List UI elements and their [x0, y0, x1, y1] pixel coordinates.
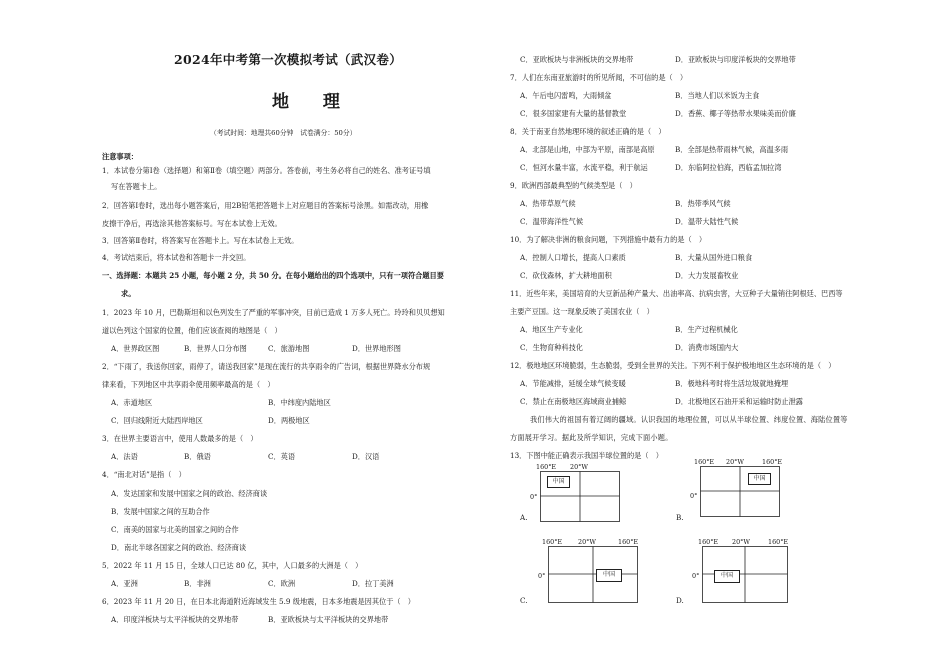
q1-option-d[interactable]: D．世界地形图: [352, 344, 401, 353]
q9-option-a[interactable]: A．热带草原气候: [520, 199, 576, 208]
question-11-cont: 主要产豆国。这一现象反映了美国农业（ ）: [510, 307, 654, 316]
question-3: 3．在世界主要语言中，使用人数最多的是（ ）: [102, 434, 258, 443]
question-2: 2．“下雨了，我送你回家，雨停了，请送我回家”是现在流行的共享雨伞的广告词，根据世界降水分布规: [102, 362, 431, 371]
q1-option-a[interactable]: A．世界政区图: [111, 344, 160, 353]
latitude-label: 0°: [690, 492, 698, 500]
longitude-label: 160°E: [618, 538, 639, 546]
longitude-label: 160°E: [698, 538, 719, 546]
longitude-label: 160°E: [762, 458, 783, 466]
latitude-label: 0°: [538, 572, 546, 580]
q11-option-c[interactable]: C．生物育种科技化: [520, 343, 584, 352]
question-2-cont: 律来看，下列地区中共享雨伞使用频率最高的是（ ）: [102, 380, 275, 389]
option-label-a: A.: [520, 513, 528, 522]
question-1-cont: 道以色列这个国家的位置，他们应该查阅的地图是（ ）: [102, 326, 282, 335]
question-6: 6．2023 年 11 月 20 日，在日本北海道附近海域发生 5.9 级地震，日本多地震是因其位于（ ）: [102, 597, 415, 606]
q10-option-a[interactable]: A．控制人口增长，提高人口素质: [520, 253, 626, 262]
passage-intro-cont: 方面展开学习。据此及所学知识，完成下面小题。: [510, 433, 673, 442]
q2-option-c[interactable]: C．回归线附近大陆西岸地区: [111, 416, 203, 425]
section-heading: 一、选择题：本题共 25 小题，每小题 2 分，共 50 分。在每小题给出的四个选项中，只有一项符合题目要: [102, 271, 444, 280]
q8-option-b[interactable]: B．全部是热带雨林气候，高温多雨: [675, 145, 789, 154]
question-7: 7．人们在东南亚旅游时的所见所闻，不可信的是（ ）: [510, 73, 688, 82]
subject-title: 地 理: [272, 92, 354, 112]
q2-option-d[interactable]: D．两极地区: [268, 416, 310, 425]
q12-option-b[interactable]: B．极地科考时将生活垃圾就地掩埋: [675, 379, 789, 388]
longitude-label: 20°W: [726, 458, 744, 466]
q3-option-c[interactable]: C．英语: [268, 452, 296, 461]
question-13: 13．下图中能正确表示我国半球位置的是（ ）: [510, 451, 663, 460]
q9-option-c[interactable]: C．温带海洋性气候: [520, 217, 584, 226]
q9-option-d[interactable]: D．温带大陆性气候: [675, 217, 739, 226]
option-label-b: B.: [676, 513, 684, 522]
question-4: 4．“南北对话”是指（ ）: [102, 470, 186, 479]
q2-option-a[interactable]: A．赤道地区: [111, 398, 153, 407]
q12-option-d[interactable]: D．北极地区石油开采和运输时防止泄露: [675, 397, 803, 406]
q2-option-b[interactable]: B．中纬度内陆地区: [268, 398, 331, 407]
china-marker: 中国: [714, 570, 740, 583]
longitude-label: 20°W: [578, 538, 596, 546]
section-heading-cont: 求。: [121, 289, 136, 298]
q4-option-d[interactable]: D．南北半球各国家之间的政治、经济商谈: [111, 543, 247, 552]
longitude-label: 160°E: [768, 538, 789, 546]
q12-option-a[interactable]: A．节能减排，延缓全球气候变暖: [520, 379, 626, 388]
q11-option-d[interactable]: D．消费市场国内大: [675, 343, 739, 352]
q3-option-d[interactable]: D．汉语: [352, 452, 380, 461]
passage-intro: 我们伟大的祖国有着辽阔的疆域。认识我国的地理位置，可以从半球位置、纬度位置、海陆位置等: [530, 415, 848, 424]
note-line: 2．回答第Ⅰ卷时，选出每小题答案后，用2B铅笔把答题卡上对应题目的答案标号涂黑。如需改动，用橡: [102, 201, 429, 210]
latitude-label: 0°: [692, 572, 700, 580]
q4-option-a[interactable]: A．发达国家和发展中国家之间的政治、经济商谈: [111, 489, 268, 498]
q4-option-c[interactable]: C．南美的国家与北美的国家之间的合作: [111, 525, 239, 534]
q6-option-a[interactable]: A．印度洋板块与太平洋板块的交界地带: [111, 615, 239, 624]
longitude-label: 160°E: [536, 463, 557, 471]
q6-option-b[interactable]: B．亚欧板块与太平洋板块的交界地带: [268, 615, 389, 624]
q8-option-c[interactable]: C．恒河水量丰富，水流平稳，利于航运: [520, 163, 648, 172]
exam-title: 2024年中考第一次模拟考试（武汉卷）: [174, 52, 402, 67]
note-line: 4．考试结束后，将本试卷和答题卡一并交回。: [102, 253, 251, 262]
q7-option-d[interactable]: D．香蕉、椰子等热带水果味美而价廉: [675, 109, 796, 118]
question-10: 10．为了解决非洲的粮食问题，下列措施中最有力的是（ ）: [510, 235, 707, 244]
question-11: 11．近些年来，美国培育的大豆新品种产量大、出油率高、抗病虫害，大豆种子大量销往阿根廷、巴西等: [510, 289, 843, 298]
question-1: 1．2023 年 10 月，巴勒斯坦和以色列发生了严重的军事冲突，目前已造成 1 万多人死亡。玲玲和贝贝想知: [102, 308, 445, 317]
q6-option-d[interactable]: D．亚欧板块与印度洋板块的交界地带: [675, 55, 796, 64]
q11-option-a[interactable]: A．地区生产专业化: [520, 325, 583, 334]
q10-option-d[interactable]: D．大力发展畜牧业: [675, 271, 739, 280]
q6-option-c[interactable]: C．亚欧板块与非洲板块的交界地带: [520, 55, 634, 64]
q1-option-c[interactable]: C．旅游地图: [268, 344, 310, 353]
option-label-d: D.: [676, 596, 684, 605]
q5-option-a[interactable]: A．亚洲: [111, 579, 138, 588]
china-marker: 中国: [547, 476, 570, 488]
question-9: 9．欧洲西部最典型的气候类型是（ ）: [510, 181, 637, 190]
q5-option-d[interactable]: D．拉丁美洲: [352, 579, 394, 588]
q12-option-c[interactable]: C．禁止在南极地区海域商业捕鲸: [520, 397, 627, 406]
longitude-label: 20°W: [570, 463, 588, 471]
q5-option-b[interactable]: B．非洲: [184, 579, 211, 588]
q3-option-b[interactable]: B．俄语: [184, 452, 211, 461]
q11-option-b[interactable]: B．生产过程机械化: [675, 325, 738, 334]
q7-option-c[interactable]: C．很多国家建有大量的基督教堂: [520, 109, 627, 118]
exam-info: （考试时间：地理共60分钟 试卷满分：50分）: [210, 129, 357, 137]
note-line: 皮擦干净后，再选涂其他答案标号。写在本试卷上无效。: [102, 219, 282, 228]
notes-heading: 注意事项：: [102, 152, 138, 161]
q9-option-b[interactable]: B．热带季风气候: [675, 199, 731, 208]
question-5: 5．2022 年 11 月 15 日，全球人口已达 80 亿，其中，人口最多的大洲是（ ）: [102, 561, 363, 570]
china-marker: 中国: [596, 569, 622, 582]
q3-option-a[interactable]: A．法语: [111, 452, 138, 461]
question-12: 12．极地地区环境脆弱，生态脆弱，受到全世界的关注。下列不利于保护极地地区生态环境的是（ ）: [510, 361, 836, 370]
q8-option-a[interactable]: A．北部是山地，中部为平原，南部是高原: [520, 145, 655, 154]
longitude-label: 160°E: [542, 538, 563, 546]
q10-option-b[interactable]: B．大量从国外进口粮食: [675, 253, 753, 262]
q10-option-c[interactable]: C．砍伐森林，扩大耕地面积: [520, 271, 612, 280]
note-line: 3．回答第Ⅱ卷时，将答案写在答题卡上。写在本试卷上无效。: [102, 236, 299, 245]
china-marker: 中国: [748, 473, 771, 485]
q1-option-b[interactable]: B．世界人口分布图: [184, 344, 247, 353]
q7-option-b[interactable]: B．当地人们以米饭为主食: [675, 91, 760, 100]
q7-option-a[interactable]: A．午后电闪雷鸣，大雨倾盆: [520, 91, 612, 100]
longitude-label: 20°W: [732, 538, 750, 546]
q4-option-b[interactable]: B．发展中国家之间的互助合作: [111, 507, 210, 516]
note-line: 1．本试卷分第Ⅰ卷（选择题）和第Ⅱ卷（填空题）两部分。答卷前，考生务必将自己的姓名、准考证号填: [102, 166, 431, 175]
latitude-label: 0°: [530, 493, 538, 501]
option-label-c: C.: [520, 596, 528, 605]
note-line: 写在答题卡上。: [111, 182, 162, 191]
q8-option-d[interactable]: D．东临阿拉伯海，西临孟加拉湾: [675, 163, 782, 172]
question-8: 8．关于南亚自然地理环境的叙述正确的是（ ）: [510, 127, 666, 136]
longitude-label: 160°E: [694, 458, 715, 466]
q5-option-c[interactable]: C．欧洲: [268, 579, 296, 588]
